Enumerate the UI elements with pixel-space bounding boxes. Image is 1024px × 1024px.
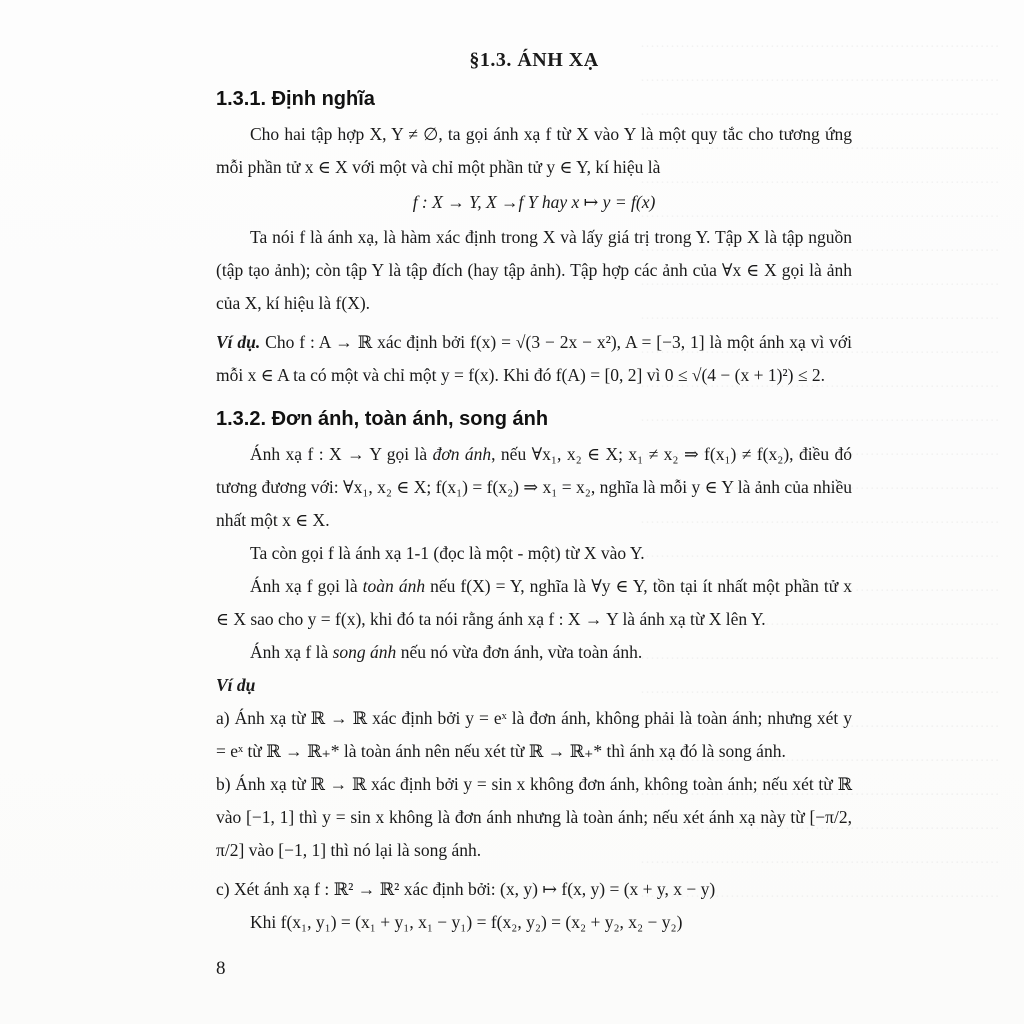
term-bijection: song ánh: [332, 642, 397, 662]
bijection-paragraph: [216, 636, 852, 669]
example-1-text: Cho f : A → ℝ xác định bởi f(x) = √(3 − 2x − x²), A = [−3, 1] là một ánh xạ vì với mỗi x ∈ A ta có một và chỉ một y = f(x). Khi đó f(A) = [0, 2] vì 0 ≤ √(4 − (x + 1)²) ≤ 2.: [216, 332, 852, 385]
injection-paragraph: [216, 438, 852, 537]
mapping-notation: f : X → Y, X →f Y hay x ↦ y = f(x): [412, 192, 656, 212]
page-content: [216, 40, 852, 939]
heading-injection-surjection: 1.3.2. Đơn ánh, toàn ánh, song ánh: [216, 408, 549, 430]
definition-paragraph-2: Ta nói f là ánh xạ, là hàm xác định trong X và lấy giá trị trong Y. Tập X là tập nguồn (tập tạo ảnh); còn tập Y là tập đích (hay tập ảnh). Tập hợp các ảnh của ∀x ∈ X gọi là ảnh của X, kí hiệu là f(X).: [216, 227, 852, 313]
one-to-one-paragraph: Ta còn gọi f là ánh xạ 1-1 (đọc là một - một) từ X vào Y.: [250, 543, 645, 563]
bijection-text-b: nếu nó vừa đơn ánh, vừa toàn ánh.: [396, 642, 643, 662]
injection-text-b: , nếu ∀x₁, x₂ ∈ X; x₁ ≠ x₂ ⇒ f(x₁) ≠ f(x₂), điều đó tương đương với: ∀x₁, x₂ ∈ X; f(x₁) = f(x₂) ⇒ x₁ = x₂, nghĩa là mỗi y ∈ Y là ảnh của nhiều nhất một x ∈ X.: [216, 444, 852, 530]
surjection-text-a: Ánh xạ f gọi là: [250, 576, 363, 596]
definition-paragraph: Cho hai tập hợp X, Y ≠ ∅, ta gọi ánh xạ f từ X vào Y là một quy tắc cho tương ứng mỗi phần tử x ∈ X với một và chỉ một phần tử y ∈ Y, kí hiệu là: [216, 124, 852, 177]
example-label: Ví dụ.: [216, 332, 261, 352]
surjection-text-b: nếu f(X) = Y, nghĩa là ∀y ∈ Y, tồn tại ít nhất một phần tử x ∈ X sao cho y = f(x), khi đó ta nói rằng ánh xạ f : X → Y là ánh xạ từ X lên Y.: [216, 576, 852, 629]
term-surjection: toàn ánh: [362, 576, 426, 596]
example-a: a) Ánh xạ từ ℝ → ℝ xác định bởi y = eˣ là đơn ánh, không phải là toàn ánh; nhưng xét y = eˣ từ ℝ → ℝ₊* là toàn ánh nên nếu xét từ ℝ → ℝ₊* thì ánh xạ đó là song ánh.: [216, 708, 852, 761]
example-c-continued: Khi f(x₁, y₁) = (x₁ + y₁, x₁ − y₁) = f(x₂, y₂) = (x₂ + y₂, x₂ − y₂): [250, 912, 683, 932]
section-title: §1.3. ÁNH XẠ: [469, 49, 599, 71]
example-1: [216, 326, 852, 392]
example-2-label: Ví dụ: [216, 675, 256, 695]
example-c: c) Xét ánh xạ f : ℝ² → ℝ² xác định bởi: (x, y) ↦ f(x, y) = (x + y, x − y): [216, 879, 716, 899]
page-number: 8: [216, 958, 226, 979]
term-injection: đơn ánh: [432, 444, 492, 464]
bijection-text-a: Ánh xạ f là: [250, 642, 333, 662]
heading-definition: 1.3.1. Định nghĩa: [216, 88, 375, 110]
example-b: b) Ánh xạ từ ℝ → ℝ xác định bởi y = sin x không đơn ánh, không toàn ánh; nếu xét từ ℝ vào [−1, 1] thì y = sin x không là đơn ánh nhưng là toàn ánh; nếu xét ánh xạ này từ [−π/2, π/2] vào [−1, 1] thì nó lại là song ánh.: [216, 774, 852, 860]
surjection-paragraph: [216, 570, 852, 636]
injection-text-a: Ánh xạ f : X → Y gọi là: [250, 444, 433, 464]
